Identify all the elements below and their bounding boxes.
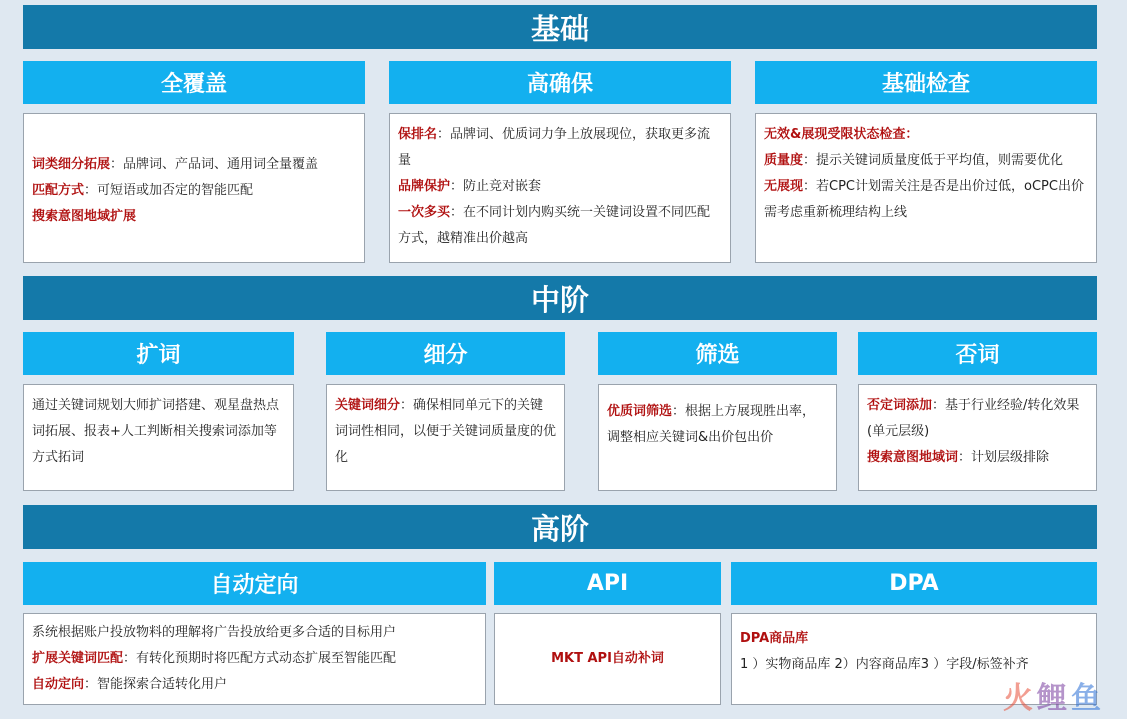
box-filter (598, 384, 837, 491)
list-item: 无效&展现受限状态检查： (764, 127, 919, 142)
header-high-guarantee: 高确保 (389, 61, 731, 104)
list-item: 词类细分拓展：品牌词、产品词、通用词全量覆盖 (32, 157, 319, 172)
list-item: 否定词添加：基于行业经验/转化效果(单元层级) (867, 398, 1080, 439)
list-item: 保排名：品牌词、优质词力争上放展现位，获取更多流量 (398, 127, 711, 168)
box-segment (326, 384, 565, 491)
header-segment: 细分 (326, 332, 565, 375)
box-negative-words (858, 384, 1097, 491)
list-item: 品牌保护：防止竞对嵌套 (398, 179, 542, 194)
list-item: 关键词细分：确保相同单元下的关键词词性相同，以便于关键词质量度的优化 (335, 398, 557, 465)
section-band-advanced: 高阶 (23, 505, 1097, 549)
list-item: 搜索意图地域扩展 (32, 209, 137, 224)
header-expand-words: 扩词 (23, 332, 294, 375)
list-item: 搜索意图地域词：计划层级排除 (867, 450, 1050, 465)
dpa-text: 1 ）实物商品库 2）内容商品库3 ）字段/标签补齐 (740, 657, 1029, 672)
list-item: 自动定向：智能探索合适转化用户 (32, 677, 228, 692)
box-auto-targeting (23, 613, 486, 705)
header-dpa: DPA (731, 562, 1097, 605)
box-intro: 系统根据账户投放物料的理解将广告投放给更多合适的目标用户 (32, 625, 397, 640)
list-item: 扩展关键词匹配：有转化预期时将匹配方式动态扩展至智能匹配 (32, 651, 397, 666)
header-filter: 筛选 (598, 332, 837, 375)
box-api (494, 613, 721, 705)
box-full-coverage (23, 113, 365, 263)
list-item: 优质词筛选：根据上方展现胜出率，调整相应关键词&出价包出价 (607, 404, 816, 445)
section-band-middle: 中阶 (23, 276, 1097, 320)
list-item: 匹配方式：可短语或加否定的智能匹配 (32, 183, 254, 198)
list-item: 无展现：若CPC计划需关注是否是出价过低，oCPC出价需考虑重新梳理结构上线 (764, 179, 1084, 220)
api-text: MKT API自动补词 (551, 651, 664, 666)
header-negative-words: 否词 (858, 332, 1097, 375)
watermark-char-3: 鱼 (1071, 681, 1105, 716)
watermark-char-1: 火 (1003, 681, 1037, 716)
box-basic-check (755, 113, 1097, 263)
section-band-basic: 基础 (23, 5, 1097, 49)
header-auto-targeting: 自动定向 (23, 562, 486, 605)
list-item: 质量度：提示关键词质量度低于平均值，则需要优化 (764, 153, 1064, 168)
watermark-logo (1003, 673, 1105, 717)
list-item: 一次多买：在不同计划内购买统一关键词设置不同匹配方式，越精准出价越高 (398, 205, 711, 246)
watermark-char-2: 鲤 (1037, 681, 1071, 716)
box-text: 通过关键词规划大师扩词搭建、观星盘热点词拓展、报表+人工判断相关搜索词添加等方式拓词 (32, 398, 280, 465)
header-api: API (494, 562, 721, 605)
dpa-key: DPA商品库 (740, 631, 809, 646)
box-expand-words (23, 384, 294, 491)
box-high-guarantee (389, 113, 731, 263)
header-full-coverage: 全覆盖 (23, 61, 365, 104)
header-basic-check: 基础检查 (755, 61, 1097, 104)
